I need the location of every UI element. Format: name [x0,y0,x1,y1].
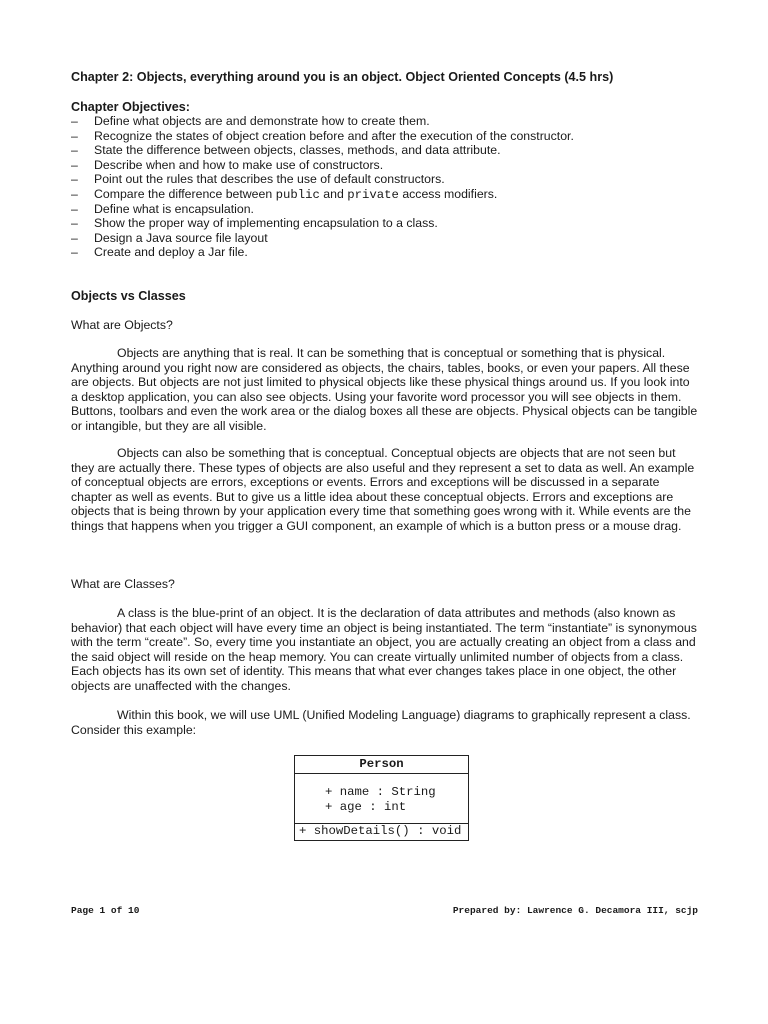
footer-page-number: Page 1 of 10 [71,905,140,916]
objective-item [71,231,574,246]
objectives-heading: Chapter Objectives: [71,100,190,114]
objective-item [71,202,574,217]
objective-text: Define what objects are and demonstrate how to create them. [94,114,430,128]
objective-item [71,129,574,144]
section-heading: Objects vs Classes [71,289,186,303]
objective-text: Design a Java source file layout [94,230,268,245]
subheading-classes: What are Classes? [71,577,175,591]
objective-item [71,158,574,173]
objective-item [71,245,574,260]
uml-class-name: Person [295,756,468,774]
uml-class-diagram [294,755,469,841]
objective-item [71,187,574,202]
objective-text: State the difference between objects, classes, methods, and data attribute. [94,143,501,158]
chapter-title: Chapter 2: Objects, everything around you is an object. Object Oriented Concepts (4.5 hrs) [71,70,614,84]
uml-operation: + showDetails() : void [299,824,462,838]
paragraph-text: A class is the blue-print of an object. It is the declaration of data attributes and methods (also known as behavior) that each object will have every time an object is being instantiated. The term “instantiate” is synonymous with the term “create”. So, every time you instantiate an object, you are actually creating an object from a class and the said object will reside on the heap memory. You can create virtually unlimited number of objects from a class. Each objects has its own set of identity. This means that what ever changes takes place in one object, the other objects are unaffected with the changes. [71,606,697,693]
uml-attribute: + name : String [325,785,436,799]
objective-text-pre: Compare the difference between [94,186,276,201]
objectives-list [71,114,574,260]
footer-author: Prepared by: Lawrence G. Decamora III, scjp [452,905,698,916]
paragraph-text: Within this book, we will use UML (Unified Modeling Language) diagrams to graphically represent a class. Consider this example: [71,708,691,737]
objective-text-post: access modifiers. [398,186,498,201]
objective-item [71,216,574,231]
paragraph [71,346,698,434]
uml-operations [295,824,468,839]
objective-item [71,172,574,187]
code-private: private [347,187,399,202]
paragraph [71,446,698,534]
objective-text: Describe when and how to make use of constructors. [94,157,384,172]
paragraph-text: Objects can also be something that is conceptual. Conceptual objects are objects that are not seen but they are actually there. These types of objects are also useful and they represent a set to data as well. An example of conceptual objects are errors, exceptions or events. Errors and exceptions will be discussed in a separate chapter as well as events. But to give us a little idea about these conceptual objects. Errors and exceptions are objects that is being thrown by your application every time that something goes wrong with it. While events are the things that happens when you trigger a GUI component, an example of which is a button press or a mouse drag. [71,446,695,533]
uml-attributes [295,774,468,824]
objective-text: Show the proper way of implementing encapsulation to a class. [94,216,438,231]
objective-text: Define what is encapsulation. [94,201,254,216]
objective-item [71,114,574,129]
objective-text: Create and deploy a Jar file. [94,245,248,260]
code-public: public [275,187,320,202]
objective-text-mid: and [319,186,348,201]
objective-item [71,143,574,158]
objective-text: Point out the rules that describes the use of default constructors. [94,172,445,187]
paragraph [71,708,698,737]
subheading-objects: What are Objects? [71,318,173,332]
paragraph [71,606,698,694]
uml-attribute: + age : int [325,799,407,814]
paragraph-text: Objects are anything that is real. It can be something that is conceptual or something that is physical. Anything around you right now are considered as objects, the chairs, tables, books, or even your papers. All these are objects. But objects are not just limited to physical objects like these physical things around us. If you look into a desktop application, you can also see objects. Using your favorite word processor you will see objects in them. Buttons, toolbars and even the work area or the dialog boxes all these are objects. Physical objects can be tangible or intangible, but they are all visible. [71,346,698,433]
objective-text: Recognize the states of object creation before and after the execution of the constructor. [94,128,574,143]
